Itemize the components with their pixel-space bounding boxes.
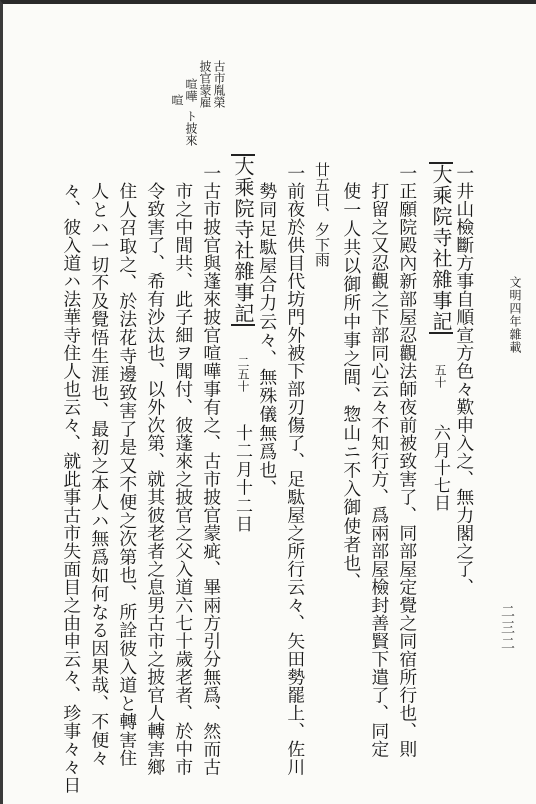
text-column: 人とハ一切不及覺悟生涯也、最初之本人ハ無爲如何なる因果哉、不便々 (88, 182, 110, 768)
text-column: 勢同足駄屋合力云々、無殊儀無爲也、 (256, 182, 278, 499)
text-column: 住人召取之、於法花寺邊致害了是又不便之次第也、所詮彼入道と轉害住 (116, 182, 138, 768)
text-column: 一古市披官與蓬來披官喧嘩事有之、古市披官蒙疵、畢兩方引分無爲、然而古 (200, 164, 222, 776)
text-column: 使一人共以御所中事之間、惣山ニ不入御使者也、 (340, 182, 362, 591)
margin-note-line: 披官蒙雇 (198, 60, 212, 108)
margin-note-line: 古市胤榮 (212, 60, 226, 108)
text-column: 一前夜於供目代坊門外被下部刃傷了、足駄屋之所行云々、矢田勢罷上、佐川 (284, 164, 306, 776)
page-number: 二三二 (499, 604, 515, 652)
running-head: 文明四年雜載 (508, 276, 522, 354)
source-volume: 五十 (433, 364, 447, 388)
source-heading: 大乘院寺社雜事記 (231, 156, 255, 324)
margin-note-line: ト披來 (184, 110, 198, 146)
entry-date: 六月十七日 (430, 424, 450, 512)
entry-date: 廿五日、夕下雨 (313, 162, 331, 267)
margin-note-line: 喧 (170, 94, 184, 106)
margin-note-line: 喧嘩 (184, 78, 198, 102)
text-column: 市之中間共、此子細ヲ聞付、彼蓬來之披官之父入道六七十歲老者、於中市 (172, 182, 194, 776)
text-column: 々、彼入道ハ法華寺住人也云々、就此事古市失面目之由申云々、珍事々々日 (60, 182, 82, 794)
entry-date: 十二月十二日 (232, 424, 252, 534)
text-column: 一正願院殿內新部屋忍觀法師夜前被致害了、同部屋定覺之同宿所行也、則 (396, 164, 418, 758)
text-column: 一井山檢斷方事自順宣方色々歎申入之、無力閣之了、 (453, 164, 475, 596)
source-heading: 大乘院寺社雜事記 (429, 164, 453, 332)
text-column: 打留之又忍觀之下部同心云々不知行方、爲兩部屋檢封善賢下遣了、同定 (368, 182, 390, 758)
source-volume: 二五十 (236, 356, 250, 392)
text-column: 令致害了、希有沙汰也、以外次第、就其彼老者之息男古市之披官人轉害鄉 (144, 182, 166, 776)
